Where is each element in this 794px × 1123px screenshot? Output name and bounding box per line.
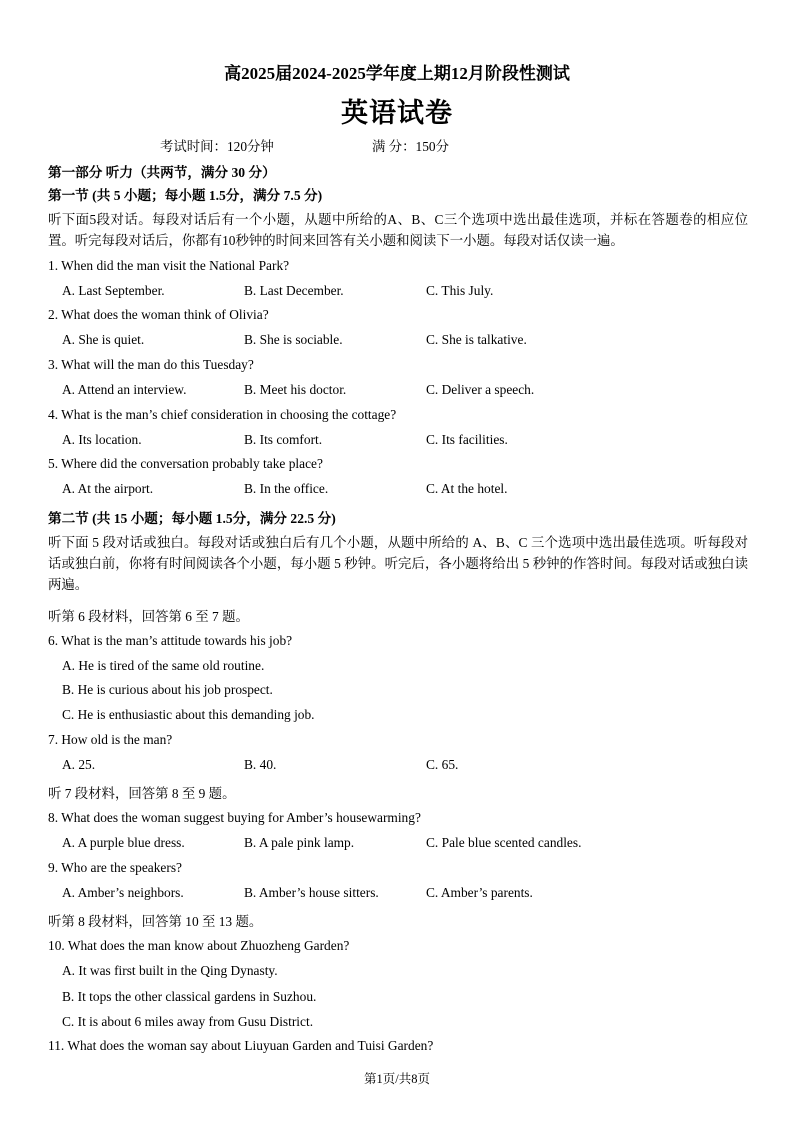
question-3-option-c: C. Deliver a speech. [426, 382, 535, 397]
subject-title: 英语试卷 [341, 98, 453, 128]
material-6-note: 听第 6 段材料，回答第 6 至 7 题。 [48, 609, 249, 624]
question-7-option-a: A. 25. [62, 757, 96, 772]
question-10-option-b: B. It tops the other classical gardens in Suzhou. [62, 989, 317, 1004]
material-7-note: 听 7 段材料，回答第 8 至 9 题。 [48, 786, 236, 801]
section1-heading: 第一节 (共 5 小题；每小题 1.5分，满分 7.5 分) [48, 188, 323, 203]
question-6: 6. What is the man’s attitude towards his job? [48, 633, 293, 648]
question-9-option-c: C. Amber’s parents. [426, 885, 533, 900]
question-1: 1. When did the man visit the National Park? [48, 258, 290, 273]
exam-title: 高2025届2024-2025学年度上期12月阶段性测试 [224, 64, 570, 83]
question-1-option-a: A. Last September. [62, 283, 165, 298]
question-4: 4. What is the man’s chief consideration in choosing the cottage? [48, 407, 397, 422]
question-8-option-b: B. A pale pink lamp. [244, 835, 355, 850]
question-10-option-a: A. It was first built in the Qing Dynasty. [62, 963, 278, 978]
question-11: 11. What does the woman say about Liuyuan Garden and Tuisi Garden? [48, 1038, 434, 1053]
question-9-option-a: A. Amber’s neighbors. [62, 885, 184, 900]
question-5-option-b: B. In the office. [244, 481, 329, 496]
question-3-option-a: A. Attend an interview. [62, 382, 187, 397]
question-2: 2. What does the woman think of Olivia? [48, 307, 269, 322]
section1-instructions: 听下面5段对话。每段对话后有一个小题，从题中所给的A、B、C三个选项中选出最佳选项，并标在答题卷的相应位置。听完每段对话后，你都有10秒钟的时间来回答有关小题和阅读下一小题。每段对话仅读一遍。 [48, 212, 748, 248]
question-10-option-c: C. It is about 6 miles away from Gusu District. [62, 1014, 314, 1029]
question-5: 5. Where did the conversation probably take place? [48, 456, 323, 471]
question-4-option-c: C. Its facilities. [426, 432, 508, 447]
material-8-note: 听第 8 段材料，回答第 10 至 13 题。 [48, 914, 263, 929]
question-6-option-a: A. He is tired of the same old routine. [62, 658, 265, 673]
question-5-option-a: A. At the airport. [62, 481, 154, 496]
question-8-option-c: C. Pale blue scented candles. [426, 835, 582, 850]
question-9-option-b: B. Amber’s house sitters. [244, 885, 379, 900]
question-6-option-b: B. He is curious about his job prospect. [62, 682, 273, 697]
question-10: 10. What does the man know about Zhuozheng Garden? [48, 938, 350, 953]
question-1-option-c: C. This July. [426, 283, 494, 298]
full-score: 满 分：150分 [372, 139, 449, 154]
exam-time: 考试时间：120分钟 [160, 139, 274, 154]
question-7-option-c: C. 65. [426, 757, 459, 772]
section2-instructions: 听下面 5 段对话或独白。每段对话或独白后有几个小题，从题中所给的 A、B、C 三个选项中选出最佳选项。听每段对话或独白前，你将有时间阅读各个小题，每小题 5 秒钟。听完后，各小题将给出 5 秒钟的作答时间。每段对话或独白读两遍。 [48, 535, 748, 592]
question-1-option-b: B. Last December. [244, 283, 344, 298]
section2-heading: 第二节 (共 15 小题；每小题 1.5分，满分 22.5 分) [48, 511, 336, 526]
page-number: 第1页/共8页 [364, 1072, 430, 1086]
question-3-option-b: B. Meet his doctor. [244, 382, 347, 397]
question-7: 7. How old is the man? [48, 732, 173, 747]
question-2-option-b: B. She is sociable. [244, 332, 343, 347]
question-2-option-a: A. She is quiet. [62, 332, 145, 347]
part1-heading: 第一部分 听力（共两节，满分 30 分） [48, 165, 276, 180]
question-4-option-a: A. Its location. [62, 432, 142, 447]
question-9: 9. Who are the speakers? [48, 860, 182, 875]
question-8: 8. What does the woman suggest buying for Amber’s housewarming? [48, 810, 421, 825]
question-5-option-c: C. At the hotel. [426, 481, 508, 496]
question-7-option-b: B. 40. [244, 757, 277, 772]
question-3: 3. What will the man do this Tuesday? [48, 357, 254, 372]
question-6-option-c: C. He is enthusiastic about this demanding job. [62, 707, 315, 722]
question-8-option-a: A. A purple blue dress. [62, 835, 185, 850]
question-4-option-b: B. Its comfort. [244, 432, 323, 447]
question-2-option-c: C. She is talkative. [426, 332, 527, 347]
